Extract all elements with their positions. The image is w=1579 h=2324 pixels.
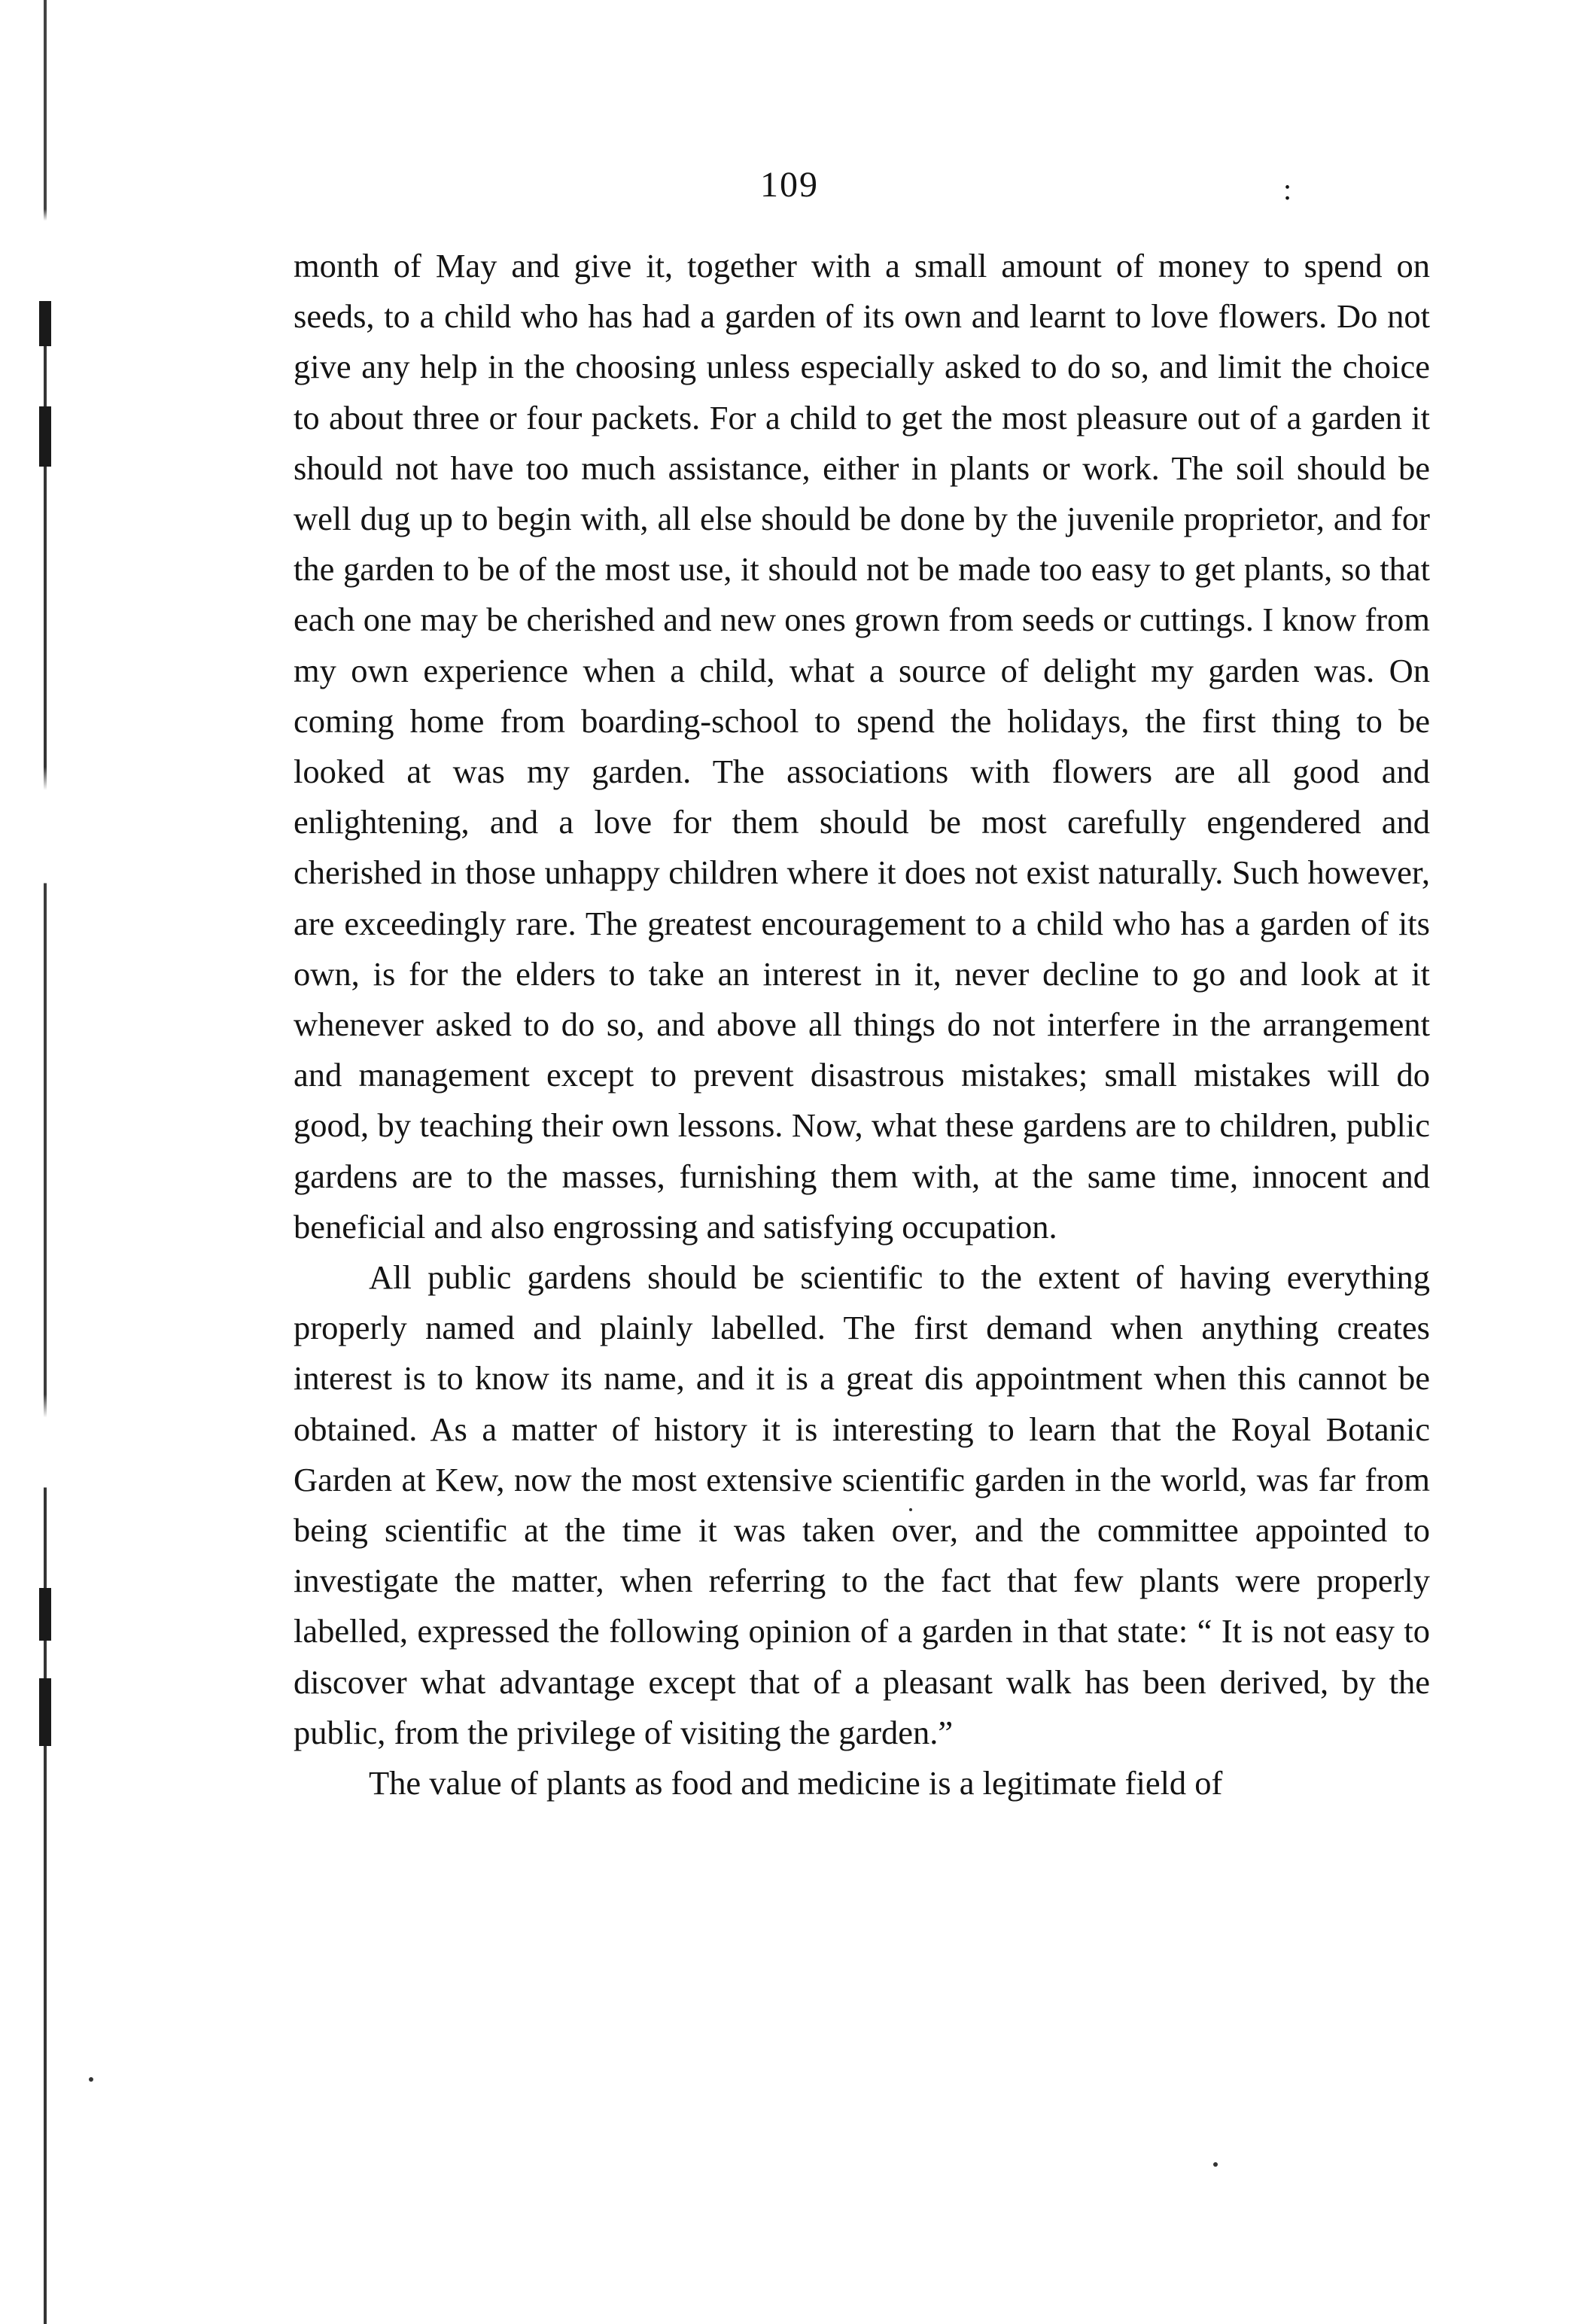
binding-mark	[39, 1588, 51, 1641]
page-number: 109	[760, 165, 819, 205]
scan-speck	[909, 1508, 912, 1511]
binding-mark	[39, 406, 51, 467]
binding-mark	[39, 1678, 51, 1746]
paragraph-2: All public gardens should be scientific to the extent of having everything properly named and plainly labelled. The first demand when anything creates interest is to know its name, and it is a great dis appointment when this cannot be obtained. As a matter of history it is interesting to learn that the Royal Botanic Garden at Kew, now the most extensive scientific garden in the world, was far from being scientific at the time it was taken over, and the committee appointed to investigate the matter, when referring to the fact that few plants were properly labelled, expressed the following opinion of a garden in that state: “ It is not easy to discover what advantage except that of a pleasant walk has been derived, by the public, from the privilege of visiting the garden.”	[294, 1258, 1430, 1751]
scan-speck	[89, 2077, 93, 2082]
body-text	[294, 241, 1430, 1808]
folio-mark: :	[1283, 172, 1292, 206]
scan-speck	[1213, 2162, 1218, 2167]
paragraph-1: month of May and give it, together with a small amount of money to spend on seeds, to a child who has had a garden of its own and learnt to love flowers. Do not give any help in the choosing unless especially asked to do so, and limit the choice to about three or four packets. For a child to get the most pleasure out of a garden it should not have too much assistance, either in plants or work. The soil should be well dug up to begin with, all else should be done by the juvenile proprietor, and for the garden to be of the most use, it should not be made too easy to get plants, so that each one may be cherished and new ones grown from seeds or cuttings. I know from my own experience when a child, what a source of delight my garden was. On coming home from boarding-school to spend the holidays, the first thing to be looked at was my garden. The associations with flowers are all good and enlightening, and a love for them should be most carefully engendered and cherished in those unhappy children where it does not exist naturally. Such however, are exceedingly rare. The greatest encouragement to a child who has a garden of its own, is for the elders to take an interest in it, never decline to go and look at it whenever asked to do so, and above all things do not interfere in the arrangement and management except to prevent disastrous mistakes; small mistakes will do good, by teaching their own lessons. Now, what these gardens are to children, public gardens are to the masses, furnishing them with, at the same time, innocent and beneficial and also engrossing and satisfying occupation.	[294, 247, 1430, 1246]
paragraph-3: The value of plants as food and medicine is a legitimate field of	[369, 1764, 1223, 1802]
binding-mark	[39, 301, 51, 346]
binding-edge	[44, 0, 47, 2324]
